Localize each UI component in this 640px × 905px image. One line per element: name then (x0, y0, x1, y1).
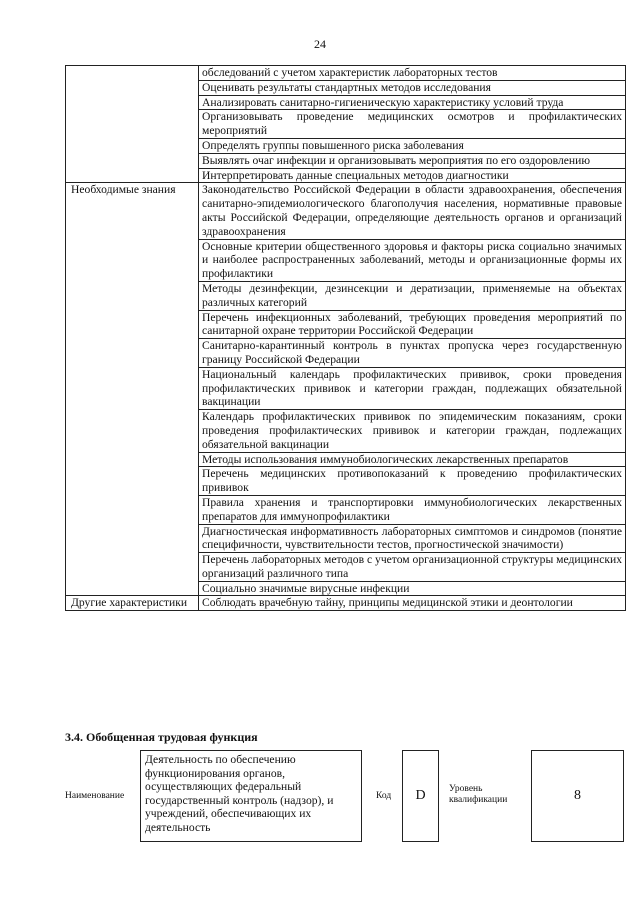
level-label: Уровень квалификации (449, 784, 508, 805)
table-cell: обследований с учетом характеристик лабораторных тестов (199, 66, 626, 81)
name-label: Наименование (65, 791, 125, 801)
level-value: 8 (531, 750, 624, 842)
table-row (66, 596, 626, 611)
table-cell: Национальный календарь профилактических прививок, сроки проведения профилактических прививок и категории граждан, подлежащих обязательной вакцинации (199, 367, 626, 409)
table-cell: Перечень медицинских противопоказаний к проведению профилактических прививок (199, 467, 626, 496)
table-cell: Перечень лабораторных методов с учетом организационной структуры медицинских организаций различного типа (199, 553, 626, 582)
table-cell: Календарь профилактических прививок по эпидемическим показаниям, сроки проведения профилактических прививок и категории граждан, подлежащих обязательной вакцинации (199, 410, 626, 452)
table-cell: Перечень инфекционных заболеваний, требующих проведения мероприятий по санитарной охране территории Российской Федерации (199, 310, 626, 339)
table-cell: Оценивать результаты стандартных методов исследования (199, 80, 626, 95)
code-value: D (402, 750, 439, 842)
table-cell: Социально значимые вирусные инфекции (199, 581, 626, 596)
row-label-cell (66, 66, 199, 183)
row-label-knowledge: Необходимые знания (66, 183, 199, 596)
table-cell: Методы дезинфекции, дезинсекции и дератизации, применяемые на объектах различных категорий (199, 281, 626, 310)
table-cell: Правила хранения и транспортировки иммунобиологических лекарственных препаратов для иммунопрофилактики (199, 495, 626, 524)
table-row (66, 183, 626, 239)
table-cell: Интерпретировать данные специальных методов диагностики (199, 168, 626, 183)
table-cell: Основные критерии общественного здоровья и факторы риска социально значимых и наиболее распространенных заболеваний, методы и организационные формы их профилактики (199, 239, 626, 281)
table-cell: Организовывать проведение медицинских осмотров и профилактических мероприятий (199, 110, 626, 139)
table-cell: Выявлять очаг инфекции и организовывать мероприятия по его оздоровлению (199, 153, 626, 168)
table-cell: Законодательство Российской Федерации в области здравоохранения, обеспечения санитарно-эпидемиологического благополучия населения, нормативные правовые акты Российской Федерации, определяющие деятельность органов и организаций здравоохранения (199, 183, 626, 239)
table-cell: Методы использования иммунобиологических лекарственных препаратов (199, 452, 626, 467)
code-label: Код (376, 791, 392, 801)
table-cell: Определять группы повышенного риска заболевания (199, 138, 626, 153)
table-cell: Санитарно-карантинный контроль в пунктах пропуска через государственную границу Российской Федерации (199, 339, 626, 368)
table-cell: Соблюдать врачебную тайну, принципы медицинской этики и деонтологии (199, 596, 626, 611)
table-cell: Диагностическая информативность лабораторных симптомов и синдромов (понятие специфичности, чувствительности тестов, прогностической значимости) (199, 524, 626, 553)
table-row (66, 66, 626, 81)
requirements-table (65, 65, 626, 611)
name-value: Деятельность по обеспечению функционирования органов, осуществляющих федеральный государственный контроль (надзор), и учреждений, обеспечивающих их деятельность (140, 750, 362, 842)
page-number: 24 (314, 37, 326, 51)
section-title: 3.4. Обобщенная трудовая функция (65, 730, 258, 744)
row-label-other: Другие характеристики (66, 596, 199, 611)
table-cell: Анализировать санитарно-гигиеническую характеристику условий труда (199, 95, 626, 110)
